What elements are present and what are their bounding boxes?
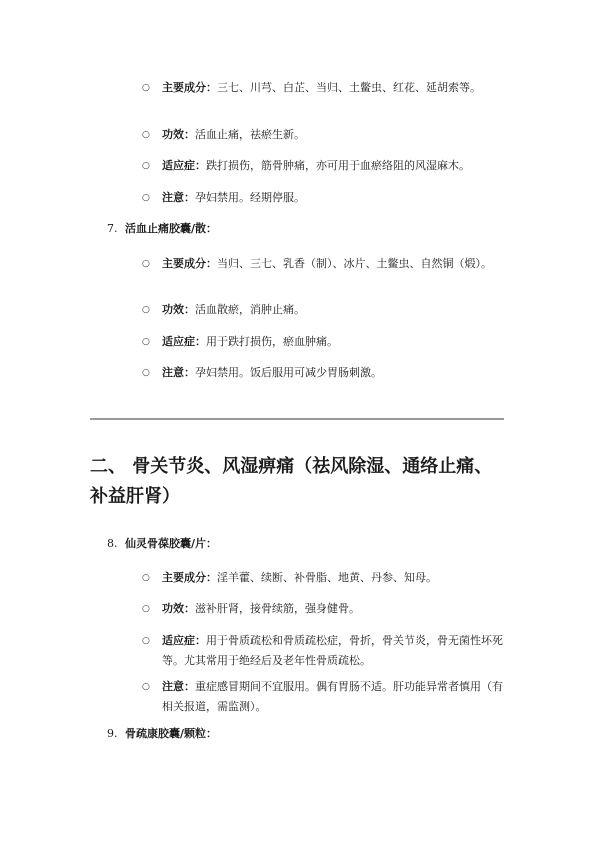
item-title: 骨疏康胶囊/颗粒： <box>125 727 218 740</box>
bullet-icon: ○ <box>142 130 150 140</box>
numbered-item-7 <box>107 220 217 238</box>
field-label: 注意： <box>162 680 195 693</box>
list-item <box>142 332 512 352</box>
bullet-icon: ○ <box>142 83 150 93</box>
list-item <box>142 300 512 320</box>
field-text: 用于骨质疏松和骨质疏松症，骨折，骨关节炎，骨无菌性坏死等。尤其常用于绝经后及老年性骨质疏松。 <box>162 634 503 667</box>
bullet-icon: ○ <box>142 682 150 692</box>
field-label: 功效： <box>162 128 195 141</box>
field-label: 适应症： <box>162 634 206 647</box>
field-label: 功效： <box>162 303 195 316</box>
list-item <box>142 254 512 274</box>
field-label: 主要成分： <box>162 81 217 94</box>
bullet-icon: ○ <box>142 636 150 646</box>
item-number: 7. <box>107 222 118 235</box>
list-item <box>142 599 512 619</box>
field-label: 主要成分： <box>162 571 217 584</box>
bullet-icon: ○ <box>142 604 150 614</box>
list-item <box>142 631 512 671</box>
bullet-icon: ○ <box>142 305 150 315</box>
section-divider <box>90 418 504 420</box>
numbered-item-8 <box>107 535 217 553</box>
field-label: 适应症： <box>162 159 206 172</box>
item-number: 9. <box>107 727 118 740</box>
bullet-icon: ○ <box>142 161 150 171</box>
item-number: 8. <box>107 537 118 550</box>
list-item <box>142 125 512 145</box>
list-item <box>142 78 512 98</box>
field-text: 淫羊藿、续断、补骨脂、地黄、丹参、知母。 <box>217 571 437 584</box>
field-text: 三七、川芎、白芷、当归、土鳖虫、红花、延胡索等。 <box>217 81 481 94</box>
field-label: 功效： <box>162 602 195 615</box>
field-label: 适应症： <box>162 335 206 348</box>
field-text: 孕妇禁用。经期停服。 <box>195 191 305 204</box>
field-text: 滋补肝肾，接骨续筋，强身健骨。 <box>195 602 360 615</box>
field-text: 当归、三七、乳香（制）、冰片、土鳖虫、自然铜（煅）。 <box>217 257 492 270</box>
numbered-item-9 <box>107 725 217 743</box>
field-text: 用于跌打损伤，瘀血肿痛。 <box>206 335 338 348</box>
field-text: 孕妇禁用。饭后服用可减少胃肠刺激。 <box>195 366 382 379</box>
bullet-icon: ○ <box>142 337 150 347</box>
item-title: 活血止痛胶囊/散： <box>125 222 218 235</box>
bullet-icon: ○ <box>142 259 150 269</box>
list-item <box>142 156 512 176</box>
field-text: 重症感冒期间不宜服用。偶有胃肠不适。肝功能异常者慎用（有相关报道，需监测）。 <box>162 680 503 713</box>
section-heading: 二、 骨关节炎、风湿痹痛（祛风除湿、通络止痛、补益肝肾） <box>90 456 493 507</box>
field-text: 活血散瘀，消肿止痛。 <box>195 303 305 316</box>
item-title: 仙灵骨葆胶囊/片： <box>125 537 218 550</box>
list-item <box>142 568 512 588</box>
bullet-icon: ○ <box>142 193 150 203</box>
bullet-icon: ○ <box>142 573 150 583</box>
field-label: 主要成分： <box>162 257 217 270</box>
field-text: 活血止痛，祛瘀生新。 <box>195 128 305 141</box>
field-label: 注意： <box>162 191 195 204</box>
list-item <box>142 363 512 383</box>
field-text: 跌打损伤，筋骨肿痛，亦可用于血瘀络阻的风湿麻木。 <box>206 159 470 172</box>
field-label: 注意： <box>162 366 195 379</box>
list-item <box>142 677 512 717</box>
bullet-icon: ○ <box>142 368 150 378</box>
list-item <box>142 188 512 208</box>
